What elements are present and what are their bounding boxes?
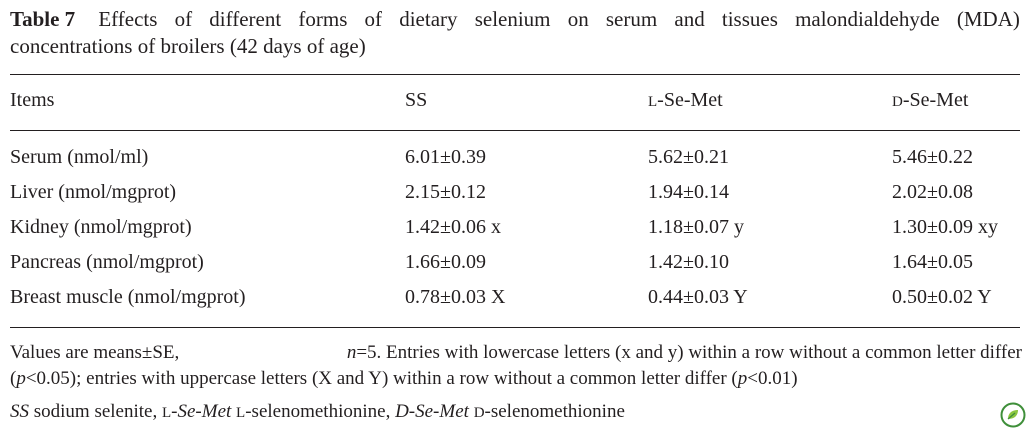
abbr-l-def: -selenomethionine, bbox=[245, 401, 391, 422]
abbr-l-def-prefix: L bbox=[236, 405, 246, 421]
table-cell: 6.01±0.39 bbox=[405, 146, 486, 168]
table-cell: 1.42±0.10 bbox=[648, 251, 729, 273]
table-cell: 2.15±0.12 bbox=[405, 181, 486, 203]
header-l-se-met bbox=[648, 88, 723, 114]
table-cell: 1.30±0.09 xy bbox=[892, 216, 998, 238]
footnote-part: <0.01) bbox=[747, 368, 798, 389]
table-cell: 0.50±0.02 Y bbox=[892, 286, 992, 308]
header-d-se-met bbox=[892, 88, 968, 114]
caption-line-2: concentrations of broilers (42 days of age) bbox=[10, 34, 366, 58]
table-cell: 1.66±0.09 bbox=[405, 251, 486, 273]
bottom-rule bbox=[10, 327, 1020, 328]
header-d-rest: -Se-Met bbox=[902, 89, 969, 111]
table-cell: 1.42±0.06 x bbox=[405, 216, 501, 238]
table-cell: 5.62±0.21 bbox=[648, 146, 729, 168]
table-cell: 2.02±0.08 bbox=[892, 181, 973, 203]
footnote-part: =5. Entries with lowercase letters (x and y) within a row without a common letter differ bbox=[356, 342, 1022, 363]
caption-word: different bbox=[209, 7, 282, 31]
table-label: Table 7 bbox=[10, 7, 76, 31]
header-items: Items bbox=[10, 89, 55, 111]
table-cell: 1.18±0.07 y bbox=[648, 216, 744, 238]
springer-leaf-icon[interactable] bbox=[1000, 402, 1026, 428]
caption-word: forms bbox=[298, 7, 348, 31]
footnote-abbreviations bbox=[10, 399, 625, 426]
caption-word: malondialdehyde bbox=[795, 7, 940, 31]
table-caption bbox=[10, 6, 1020, 60]
row-label: Kidney (nmol/mgprot) bbox=[10, 216, 192, 238]
abbr-d-se-met: D-Se-Met bbox=[395, 401, 469, 422]
table-cell: 1.94±0.14 bbox=[648, 181, 729, 203]
footnote-n: n bbox=[346, 342, 357, 363]
caption-word: tissues bbox=[721, 7, 778, 31]
footnote-line-1 bbox=[10, 340, 1022, 365]
header-l-prefix: L bbox=[648, 94, 658, 110]
caption-word: of bbox=[174, 7, 193, 31]
header-l-rest: -Se-Met bbox=[657, 89, 723, 111]
footnote-part: Values are means±SE, bbox=[10, 342, 180, 363]
caption-word: serum bbox=[605, 7, 658, 31]
caption-word: on bbox=[567, 7, 589, 31]
caption-word: (MDA) bbox=[956, 7, 1020, 31]
abbr-d-def-prefix: D bbox=[473, 405, 485, 421]
header-rule bbox=[10, 130, 1020, 131]
header-ss: SS bbox=[405, 89, 428, 111]
abbr-l-prefix: L bbox=[161, 405, 172, 421]
top-rule bbox=[10, 74, 1020, 75]
caption-word: selenium bbox=[474, 7, 551, 31]
footnote-p: p bbox=[737, 368, 748, 389]
caption-line-1 bbox=[10, 6, 1020, 33]
footnote-p: p bbox=[16, 368, 26, 389]
row-label: Pancreas (nmol/mgprot) bbox=[10, 251, 204, 273]
footnote-line-2: (p<0.05); entries with uppercase letters (X and Y) within a row without a common letter differ (p<0.01) bbox=[10, 368, 798, 389]
abbr-ss: SS bbox=[10, 401, 29, 422]
table-cell: 5.46±0.22 bbox=[892, 146, 973, 168]
caption-word: of bbox=[364, 7, 383, 31]
caption-word: dietary bbox=[399, 7, 458, 31]
caption-word: and bbox=[674, 7, 705, 31]
table-cell: 0.78±0.03 X bbox=[405, 286, 506, 308]
abbr-d-def: -selenomethionine bbox=[484, 401, 625, 422]
footnote-part bbox=[347, 340, 1022, 365]
table-cell: 0.44±0.03 Y bbox=[648, 286, 748, 308]
abbr-l-se-met: -Se-Met bbox=[171, 401, 232, 422]
row-label: Liver (nmol/mgprot) bbox=[10, 181, 177, 203]
header-d-prefix: D bbox=[892, 94, 903, 110]
footnote-part: <0.05); entries with uppercase letters (X and Y) within a row without a common letter differ ( bbox=[25, 368, 738, 389]
row-label: Serum (nmol/ml) bbox=[10, 146, 149, 168]
table-cell: 1.64±0.05 bbox=[892, 251, 973, 273]
row-label: Breast muscle (nmol/mgprot) bbox=[10, 286, 246, 308]
caption-word: Effects bbox=[98, 7, 158, 31]
abbr-ss-def: sodium selenite, bbox=[33, 401, 158, 422]
